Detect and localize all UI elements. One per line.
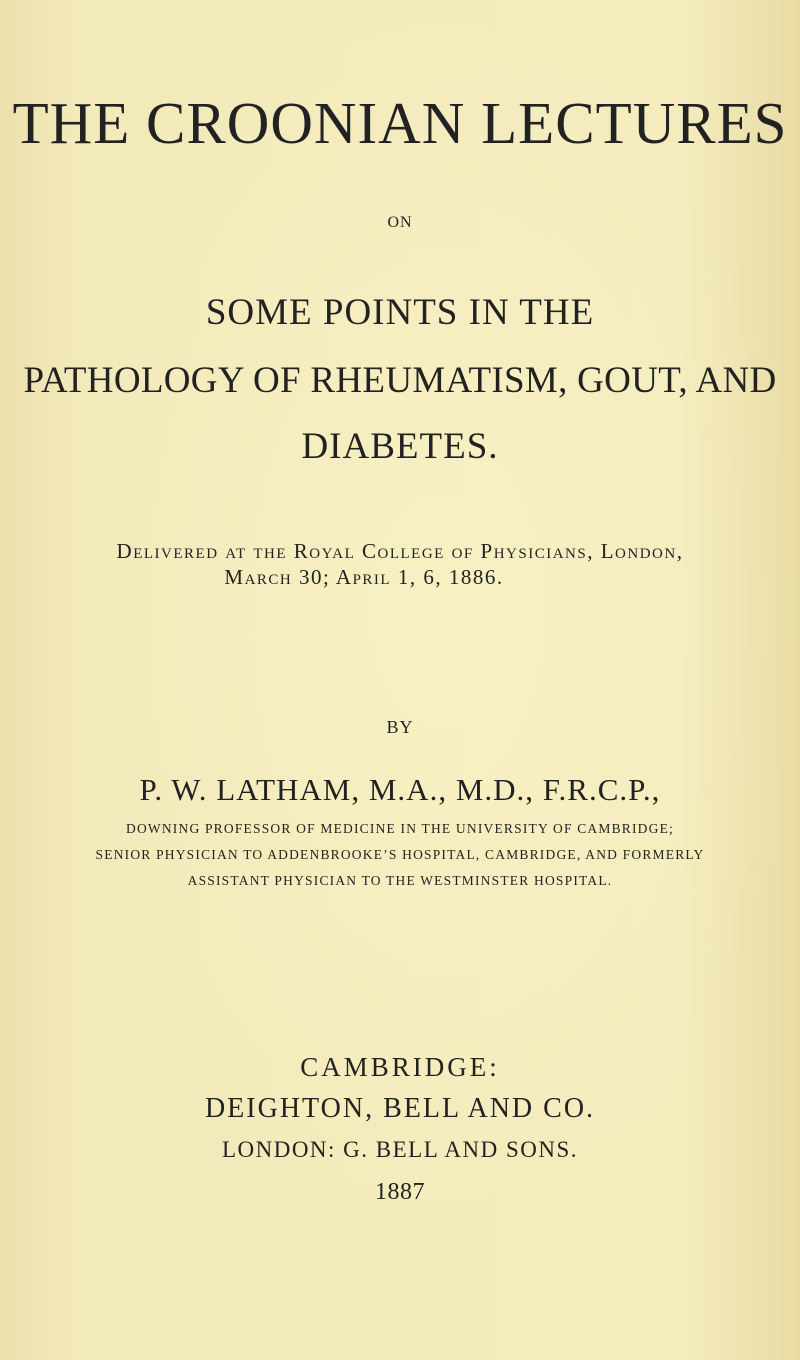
main-title: THE CROONIAN LECTURES <box>12 90 788 156</box>
by-line: BY <box>386 717 414 737</box>
imprint-london: LONDON: G. BELL AND SONS. <box>221 1137 579 1162</box>
author-name: P. W. LATHAM, M.A., M.D., F.R.C.P., <box>139 772 661 807</box>
subtitle-line-2: PATHOLOGY OF RHEUMATISM, GOUT, AND <box>23 360 777 401</box>
affiliation-line-1: DOWNING PROFESSOR OF MEDICINE IN THE UNIVERSITY OF CAMBRIDGE; <box>126 821 674 836</box>
on-line: ON <box>387 214 413 231</box>
imprint-publisher: DEIGHTON, BELL AND CO. <box>204 1093 596 1124</box>
imprint-city: CAMBRIDGE: <box>300 1052 500 1082</box>
affiliation-line-2: SENIOR PHYSICIAN TO ADDENBROOKE’S HOSPITAL, CAMBRIDGE, AND FORMERLY <box>95 847 705 862</box>
affiliation-line-3: ASSISTANT PHYSICIAN TO THE WESTMINSTER HOSPITAL. <box>187 873 613 888</box>
delivery-line-2: March 30; April 1, 6, 1886. <box>224 565 504 589</box>
subtitle-line-1: SOME POINTS IN THE <box>205 292 595 333</box>
imprint-year: 1887 <box>375 1179 425 1205</box>
subtitle-line-3: DIABETES. <box>301 426 499 467</box>
delivery-line-1: Delivered at the Royal College of Physicians, London, <box>116 539 684 563</box>
